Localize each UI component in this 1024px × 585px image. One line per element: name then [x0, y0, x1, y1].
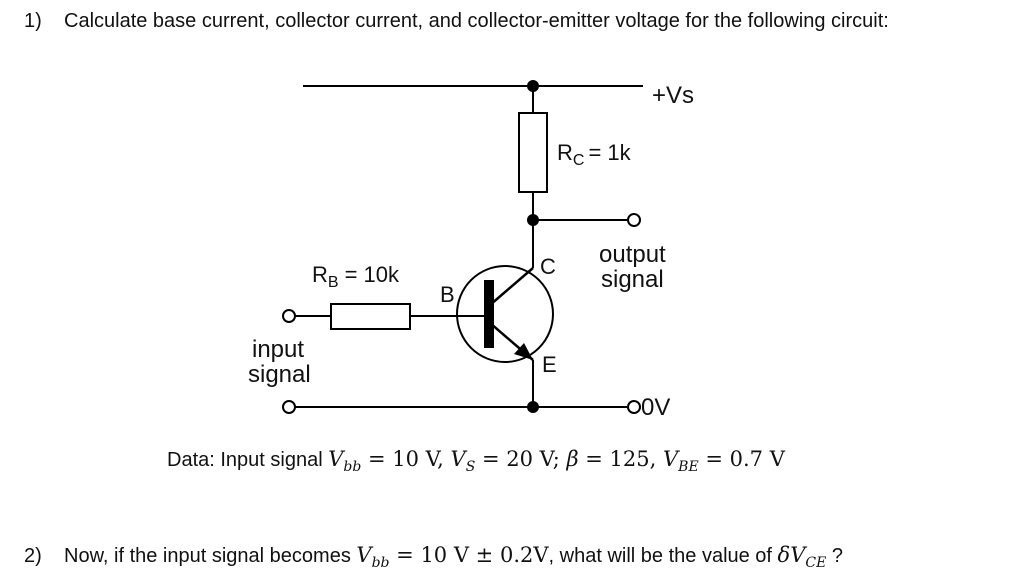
data-vs-subscript: S: [465, 459, 476, 476]
data-vbb-symbol: V: [328, 447, 344, 471]
emitter-label: E: [542, 352, 557, 377]
data-vbb-subscript: bb: [343, 459, 362, 476]
data-vbe-symbol: V: [662, 447, 679, 471]
rb-label-sub: B: [327, 274, 339, 291]
question-2-text-start: Now, if the input signal becomes: [64, 545, 357, 567]
question-2-delta-vce: [777, 543, 827, 572]
data-vbb-value: = 10 V,: [361, 447, 451, 471]
ground-label: 0V: [641, 394, 671, 421]
data-vbb: [328, 447, 785, 476]
data-vs-symbol: V: [450, 447, 466, 471]
rb-label-r: R: [312, 262, 328, 287]
data-beta-symbol: β: [566, 447, 579, 471]
question-2: [24, 542, 843, 576]
rc-label-sub: C: [572, 152, 585, 169]
question-2-delta-vce-symbol: δV: [777, 543, 806, 567]
transistor-body: [457, 266, 553, 362]
rb-label-value: = 10k: [344, 262, 399, 287]
question-1-number: 1): [24, 10, 42, 32]
collector-label: C: [540, 254, 556, 279]
input-terminal-top: [283, 310, 295, 322]
data-prefix: Data: Input signal: [167, 449, 329, 471]
output-label-line1: output: [599, 241, 666, 268]
transistor-base-bar: [484, 280, 494, 348]
supply-label: +Vs: [652, 82, 695, 109]
rc-label-value: = 1k: [588, 140, 631, 165]
base-label: B: [440, 282, 455, 307]
question-2-text-middle: , what will be the value of: [548, 545, 778, 567]
input-terminal-bottom: [283, 401, 295, 413]
data-vs-value: = 20 V;: [475, 447, 567, 471]
question-2-vbb-symbol: V: [356, 543, 372, 567]
input-label-line2: signal: [248, 361, 311, 388]
ground-terminal: [628, 401, 640, 413]
question-2-vbb-value: = 10 V ± 0.2V: [389, 543, 549, 567]
question-1-text: Calculate base current, collector current, and collector-emitter voltage for the following circuit:: [64, 10, 889, 32]
given-data: [167, 446, 785, 480]
input-label-line1: input: [252, 336, 305, 363]
rb-label: [312, 262, 400, 291]
output-terminal: [628, 214, 640, 226]
data-vbe-value: = 0.7 V: [698, 447, 785, 471]
question-2-vbb: [356, 543, 549, 572]
question-2-text-end: ?: [826, 545, 843, 567]
question-2-number: 2): [24, 545, 42, 567]
rc-label: [557, 140, 632, 169]
question-2-vbb-subscript: bb: [371, 555, 390, 572]
base-resistor: [331, 304, 410, 329]
data-vbe-subscript: BE: [678, 459, 699, 476]
data-beta-value: = 125,: [578, 447, 663, 471]
question-2-delta-vce-subscript: CE: [805, 555, 827, 572]
rc-label-r: R: [557, 140, 573, 165]
output-label-line2: signal: [601, 266, 664, 293]
collector-resistor: [519, 113, 547, 192]
